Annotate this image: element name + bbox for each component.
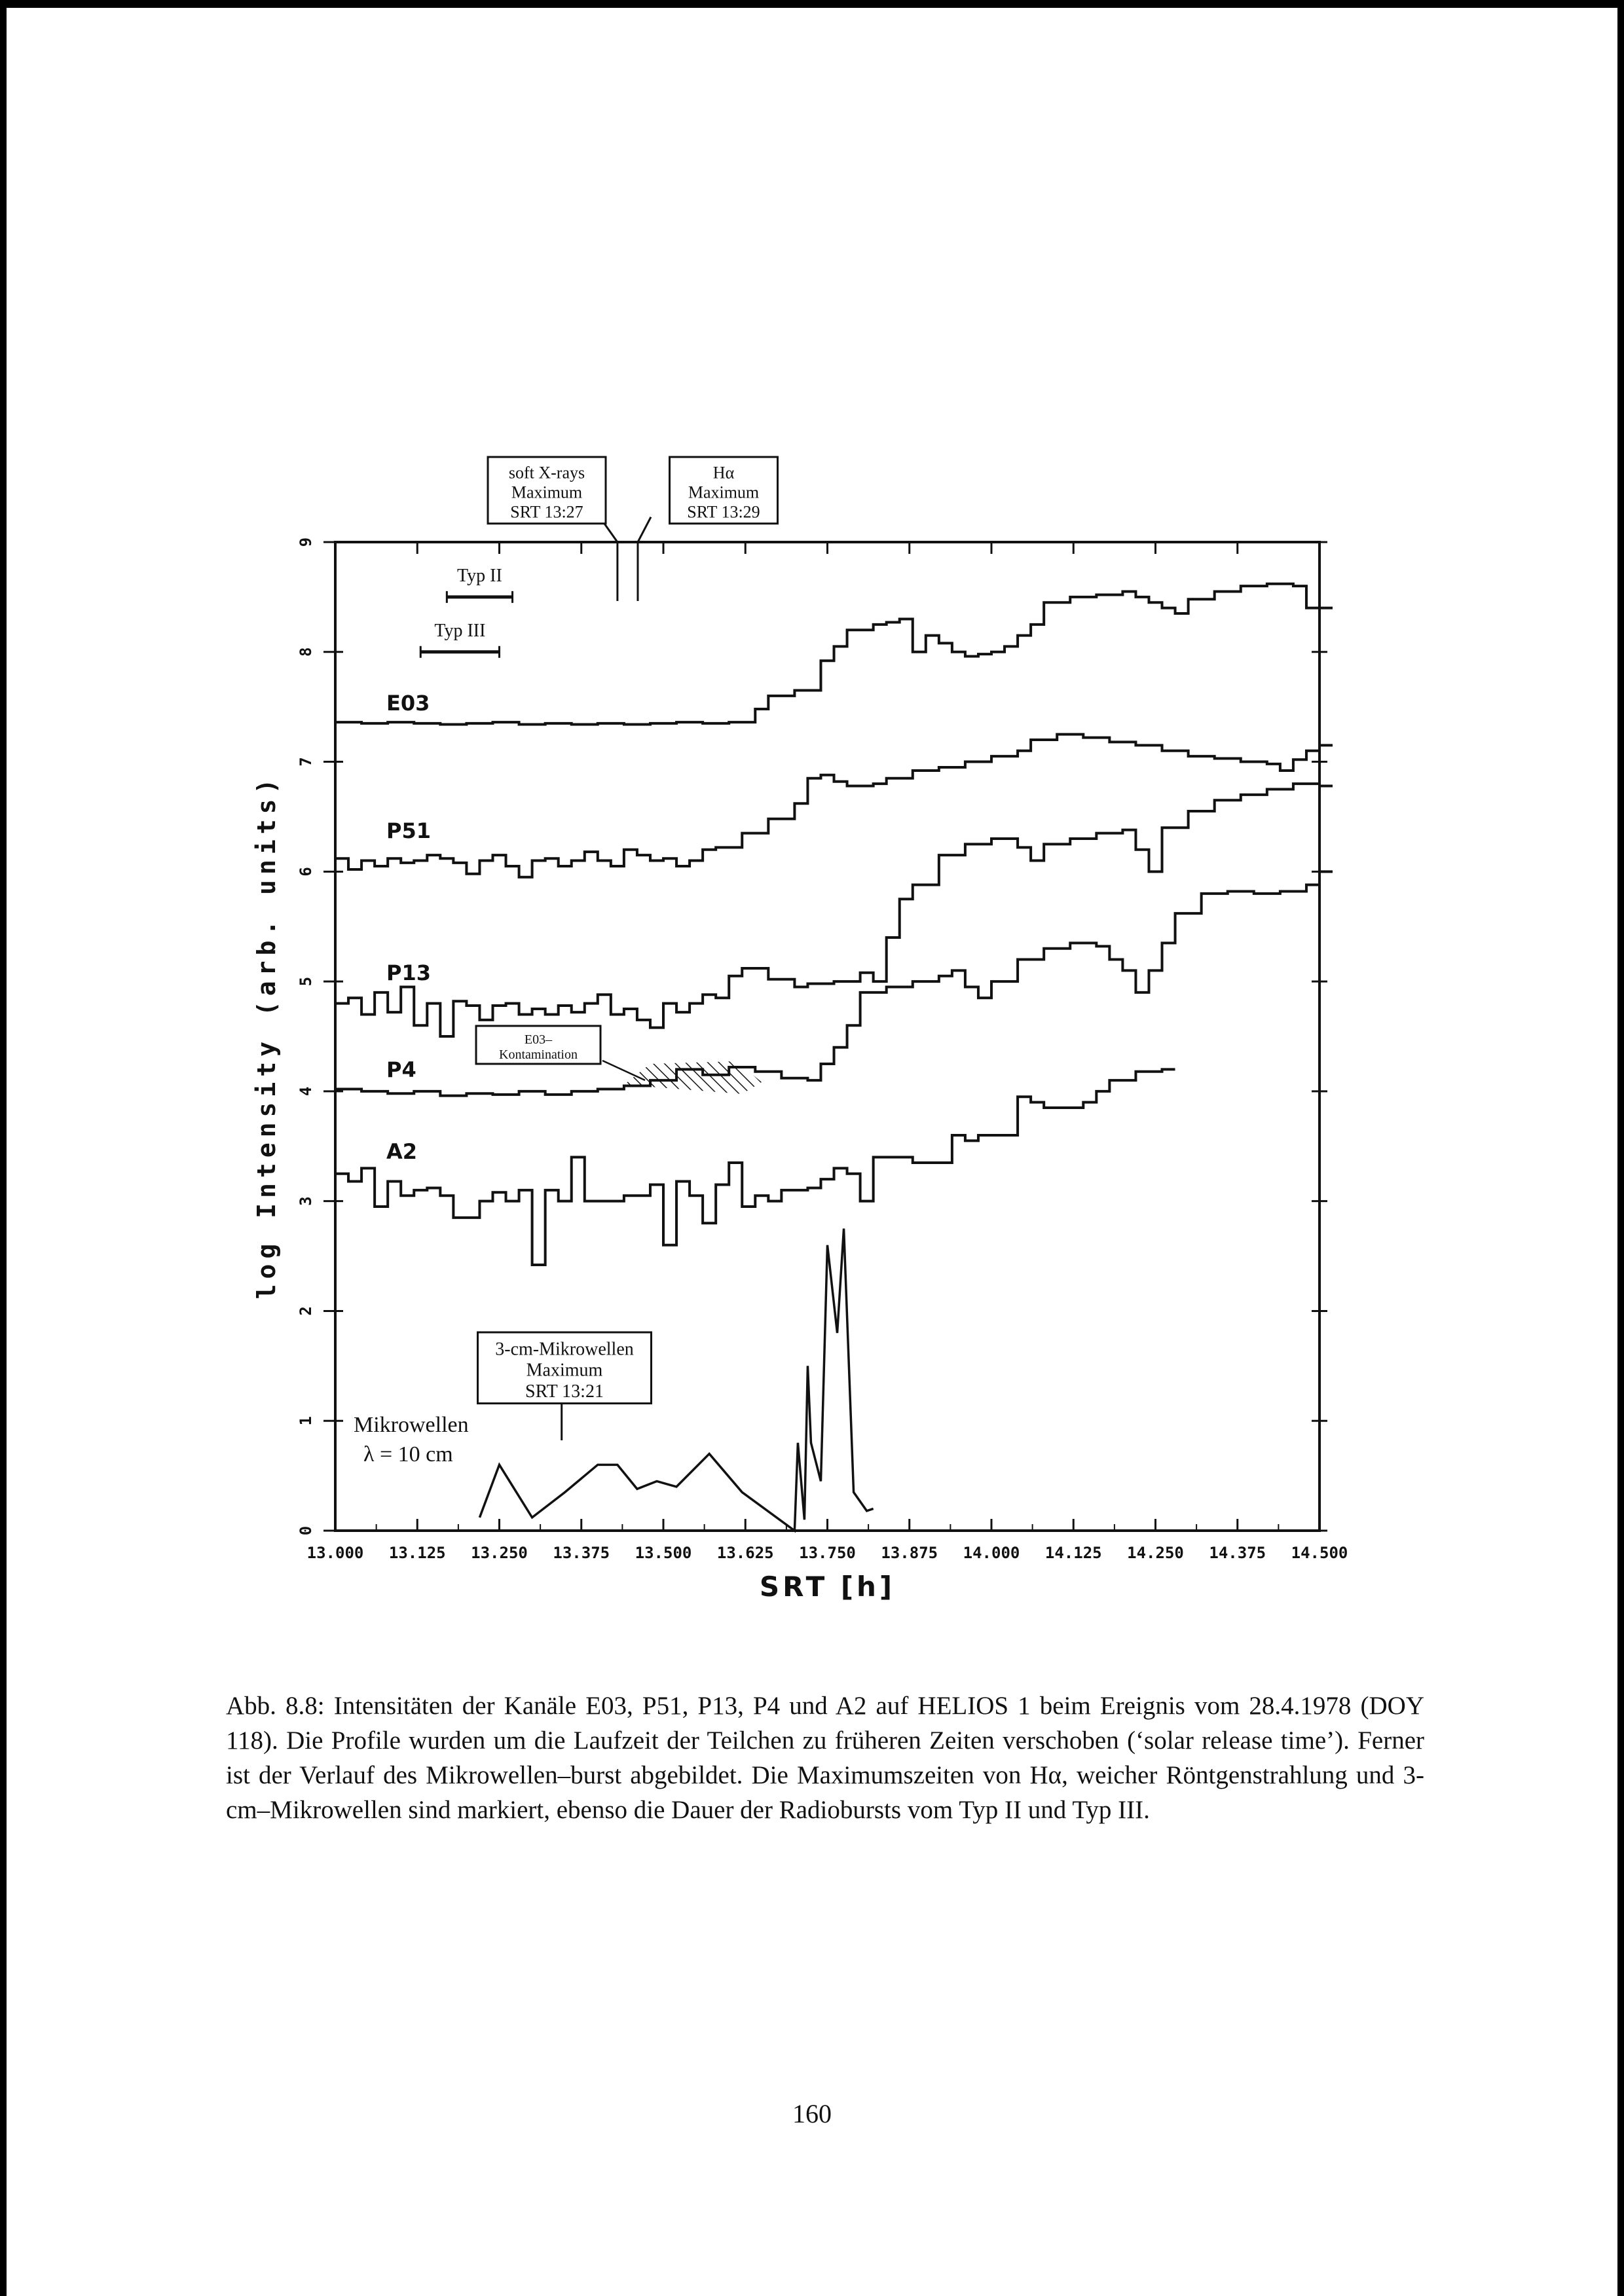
x-tick-label: 14.000 [963, 1544, 1020, 1562]
h-alpha-annotation-line: SRT 13:29 [687, 502, 760, 522]
page-number: 160 [792, 2099, 832, 2128]
y-tick-label: 7 [297, 757, 315, 767]
typ-iii-label: Typ III [434, 620, 486, 641]
x-tick-label: 14.500 [1291, 1544, 1348, 1562]
x-tick-label: 13.250 [471, 1544, 528, 1562]
soft-xrays-annotation-line: soft X-rays [508, 463, 585, 483]
series-label-a2: A2 [386, 1139, 418, 1164]
x-tick-label: 13.625 [716, 1544, 774, 1562]
microwave-wavelength-label: λ = 10 cm [363, 1442, 453, 1467]
soft-xrays-annotation-line: SRT 13:27 [510, 502, 583, 522]
soft-xrays-marker [604, 524, 618, 601]
y-tick-label: 9 [297, 537, 315, 547]
h-alpha-annotation-line: Hα [712, 463, 735, 483]
y-axis-label: log Intensity (arb. units) [252, 773, 281, 1300]
e03-contamination-annotation-line: E03– [524, 1032, 553, 1047]
h-alpha-annotation-line: Maximum [688, 483, 760, 502]
series-label-p13: P13 [386, 960, 431, 985]
series-line-a2 [335, 1069, 1175, 1265]
x-tick-label: 13.375 [553, 1544, 610, 1562]
y-tick-label: 8 [297, 647, 315, 657]
y-tick-label: 1 [297, 1415, 315, 1426]
series-label-p51: P51 [386, 818, 431, 843]
y-tick-label: 5 [297, 976, 315, 987]
x-tick-label: 14.250 [1127, 1544, 1184, 1562]
series-label-p4: P4 [386, 1057, 416, 1082]
x-tick-label: 13.875 [881, 1544, 938, 1562]
y-tick-label: 4 [297, 1086, 315, 1097]
y-tick-label: 3 [297, 1196, 315, 1206]
x-tick-label: 14.375 [1209, 1544, 1266, 1562]
series-line-p13 [335, 784, 1333, 1036]
microwave-3cm-annotation-line: 3-cm-Mikrowellen [495, 1339, 634, 1360]
y-tick-label: 6 [297, 867, 315, 877]
soft-xrays-annotation-line: Maximum [511, 483, 583, 502]
x-axis-label: SRT [h] [759, 1571, 896, 1603]
y-tick-label: 2 [297, 1306, 315, 1316]
x-tick-label: 13.000 [306, 1544, 364, 1562]
microwave-3cm-annotation-line: Maximum [526, 1360, 603, 1381]
series-label-e03: E03 [386, 691, 430, 716]
e03-contamination-annotation-line: Kontamination [499, 1047, 578, 1062]
x-tick-label: 13.750 [799, 1544, 856, 1562]
figure-caption: Abb. 8.8: Intensitäten der Kanäle E03, P51, P13, P4 und A2 auf HELIOS 1 beim Ereignis vom 28.4.1978 (DOY 118). Die Profile wurden um die Laufzeit der Teilchen zu früheren Zeiten verschoben (‘solar release time’). Ferner ist der Verlauf des Mikrowellen–burst abgebildet. Die Maximumszeiten von Hα, weicher Röntgenstrahlung und 3-cm–Mikrowellen sind markiert, ebenso die Dauer der Radiobursts vom Typ II und Typ III. [226, 1692, 1424, 1824]
x-tick-label: 13.500 [635, 1544, 692, 1562]
microwave-series-label: Mikrowellen [354, 1413, 469, 1437]
e03-contamination-hatch [624, 1061, 762, 1094]
h-alpha-marker [638, 517, 651, 601]
e03-contamination-pointer [602, 1061, 645, 1080]
microwave-3cm-annotation-line: SRT 13:21 [525, 1381, 604, 1402]
x-tick-label: 14.125 [1044, 1544, 1102, 1562]
series-line-p51 [335, 735, 1333, 877]
x-tick-label: 13.125 [388, 1544, 446, 1562]
series-line-e03 [335, 584, 1333, 725]
y-tick-label: 0 [297, 1525, 315, 1536]
typ-ii-label: Typ II [457, 565, 502, 586]
